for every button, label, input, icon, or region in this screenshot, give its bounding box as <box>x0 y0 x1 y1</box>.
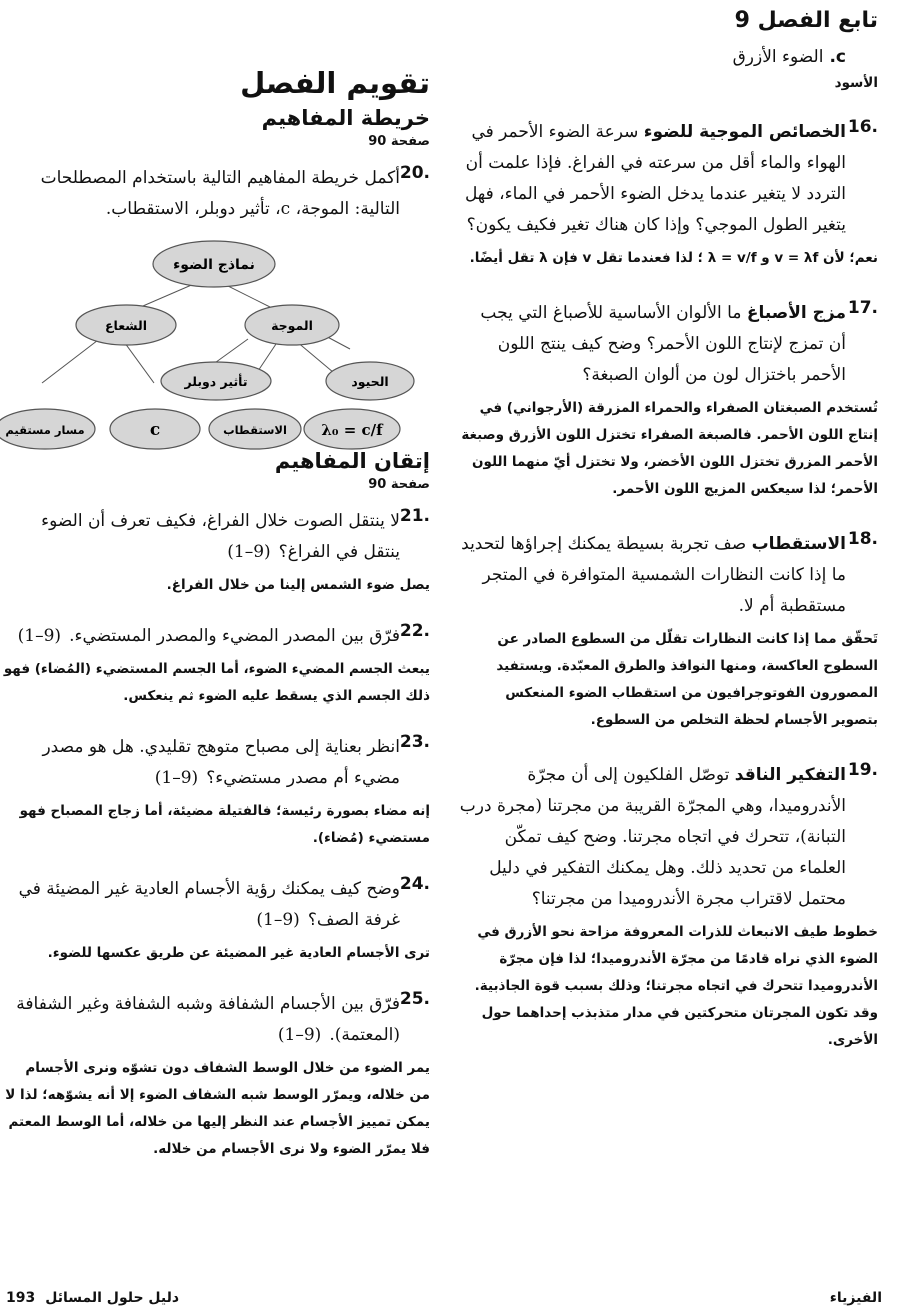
node-diffraction-label: الحيود <box>351 374 389 389</box>
question-text <box>458 298 846 391</box>
node-c-label: c <box>149 420 161 440</box>
question-number: 23. <box>399 732 430 752</box>
answer-24: ترى الأجسام العادية غير المضيئة عن طريق عكسها للضوء. <box>47 945 430 961</box>
question-text <box>2 621 400 652</box>
footer-guide-title: دليل حلول المسائل <box>45 1290 180 1306</box>
answer-18: تَحقّق مما إذا كانت النظارات تقلّل من السطوع الصادر عن السطوح العاكسة، ومنها النوافذ والطرق المعبّدة. ويستفيد المصورون الفوتوجرافيون من استقطاب الضوء المنعكس بتصوير الأجسام لحظة التخلص من السطوع. <box>496 631 878 728</box>
question-body: لا ينتقل الصوت خلال الفراغ، فكيف تعرف أن الضوء ينتقل في الفراغ؟ <box>41 511 400 562</box>
question-text <box>2 989 400 1051</box>
question-21 <box>2 506 430 568</box>
question-body: فرّق بين المصدر المضيء والمصدر المستضيء. <box>69 626 400 646</box>
footer-subject: الفيزياء <box>829 1290 882 1306</box>
question-text <box>2 874 400 936</box>
question-keyword: الخصائص الموجية للضوء <box>643 122 846 142</box>
question-22 <box>2 621 430 652</box>
question-body: سرعة الضوء الأحمر في الهواء والماء أقل من سرعته في الفراغ. فإذا علمت أن التردد لا يتغير عندما يدخل الضوء الأحمر في الماء، فهل يتغير الطول الموجي؟ وإذا كان هناك تغير فكيف يكون؟ <box>464 122 846 235</box>
chapter-review-title: تقويم الفصل <box>240 66 430 100</box>
node-wave-label: الموجة <box>271 318 313 333</box>
question-text <box>2 506 400 568</box>
question-23 <box>2 732 430 794</box>
answer-23: إنه مضاء بصورة رئيسة؛ فالفتيلة مضيئة، أما زجاج المصباح فهو مستضيء (مُضاء). <box>19 803 430 846</box>
mastery-page-reference: صفحة 90 <box>368 477 430 492</box>
question-18 <box>458 529 878 622</box>
question-number: 20. <box>399 163 430 183</box>
answer-22: يبعث الجسم المضيء الضوء، أما الجسم المستضيء (المُضاء) فهو ذلك الجسم الذي يسقط عليه الضوء ثم ينعكس. <box>3 661 430 704</box>
question-text <box>458 117 846 241</box>
question-number: 21. <box>399 506 430 526</box>
concept-map-diagram <box>2 229 430 440</box>
node-lambda-formula-label: λ₀ = c/f <box>321 421 383 439</box>
right-column <box>458 8 878 1080</box>
question-text <box>458 529 846 622</box>
question-number: 17. <box>847 298 878 318</box>
continued-choice <box>458 47 846 67</box>
question-text <box>458 760 846 915</box>
section-ref: (1–9) <box>17 626 62 646</box>
mastery-heading: إتقان المفاهيم <box>274 449 430 473</box>
continued-answer: الأسود <box>834 75 878 91</box>
footer-guide <box>6 1290 179 1306</box>
question-keyword: التفكير الناقد <box>734 765 846 785</box>
question-number: 22. <box>399 621 430 641</box>
answer-25: يمر الضوء من خلال الوسط الشفاف دون تشوّه ونرى الأجسام من خلاله، ويمرّر الوسط شبه الشفاف الضوء إلا أنه يشوّهه؛ لذا لا يمكن تمييز الأجسام عند النظر إليها من خلاله، أما الوسط المعتم فلا يمرّر الضوء ولا نرى الأجسام من خلاله. <box>5 1060 430 1157</box>
question-text: أكمل خريطة المفاهيم التالية باستخدام المصطلحات التالية: الموجة، c، تأثير دوبلر، الاستقطاب. <box>40 168 400 219</box>
question-number: 24. <box>399 874 430 894</box>
answer-16: نعم؛ لأن v = λf و λ = v/f ؛ لذا فعندما تقل v فإن λ تقل أيضًا. <box>469 250 878 266</box>
question-text <box>2 732 400 794</box>
question-19 <box>458 760 878 915</box>
answer-21: يصل ضوء الشمس إلينا من خلال الفراغ. <box>166 577 430 593</box>
node-ray-label: الشعاع <box>105 318 147 333</box>
question-number: 18. <box>847 529 878 549</box>
running-head: تابع الفصل 9 <box>734 8 878 33</box>
section-ref: (1–9) <box>154 768 199 788</box>
question-24 <box>2 874 430 936</box>
question-body: فرّق بين الأجسام الشفافة وشبه الشفافة وغير الشفافة (المعتمة). <box>16 994 400 1045</box>
node-polarization-label: الاستقطاب <box>223 423 287 437</box>
question-body: صف تجربة بسيطة يمكنك إجراؤها لتحديد ما إذا كانت النظارات الشمسية المتوافرة في المتجر مستقطبة أم لا. <box>461 534 846 616</box>
question-number: 16. <box>847 117 878 137</box>
question-keyword: الاستقطاب <box>751 534 846 554</box>
node-straight-path-label: مسار مستقيم <box>5 423 85 437</box>
choice-text: الضوء الأزرق <box>732 47 824 67</box>
question-keyword: مزج الأصباغ <box>746 303 846 323</box>
question-17 <box>458 298 878 391</box>
choice-letter: c. <box>829 47 846 67</box>
section-ref: (1–9) <box>256 910 300 930</box>
node-root-label: نماذج الضوء <box>173 257 255 273</box>
footer-page-number: 193 <box>6 1290 36 1306</box>
question-body: ما الألوان الأساسية للأصباغ التي يجب أن تمزج لإنتاج اللون الأحمر؟ وضح كيف ينتج اللون الأحمر باختزال لون من ألوان الصبغة؟ <box>480 303 846 385</box>
answer-17: تُستخدم الصبغتان الصفراء والحمراء المزرقة (الأرجواني) في إنتاج اللون الأحمر. فالصبغة الصفراء تختزل اللون الأزرق وصبغة الأحمر المزرق تختزل اللون الأخضر، ولا تختزل أيّ منهما اللون الأحمر؛ لذا سيعكس المزيج اللون الأحمر. <box>461 400 878 497</box>
section-ref: (1–9) <box>277 1025 322 1045</box>
question-number: 25. <box>399 989 430 1009</box>
question-body: توصّل الفلكيون إلى أن مجرّة الأندروميدا، وهي المجرّة القريبة من مجرتنا (مجرة درب التبانة)، تتحرك في اتجاه مجرتنا. وضح كيف تمكّن العلماء من تحديد ذلك. وهل يمكنك التفكير في دليل محتمل لاقتراب مجرة الأندروميدا من مجرتنا؟ <box>459 765 846 909</box>
question-25 <box>2 989 430 1051</box>
node-doppler-label: تأثير دوبلر <box>184 374 248 389</box>
question-number: 19. <box>847 760 878 780</box>
answer-19: خطوط طيف الانبعاث للذرات المعروفة مزاحة نحو الأزرق في الضوء الذي نراه قادمًا من مجرّة الأندروميدا؛ لذا فإن مجرّة الأندروميدا تتحرك في اتجاه مجرتنا؛ وذلك بسبب قوة الجاذبية. وقد تكون المجرتان متحركتين في مدار متذبذب إحداهما حول الأخرى. <box>474 924 878 1048</box>
concept-map-heading: خريطة المفاهيم <box>261 106 430 130</box>
question-body: انظر بعناية إلى مصباح متوهج تقليدي. هل هو مصدر مضيء أم مصدر مستضيء؟ <box>42 737 400 788</box>
question-16 <box>458 117 878 241</box>
section-ref: (1–9) <box>227 542 271 562</box>
left-column <box>2 64 430 1185</box>
page-reference: صفحة 90 <box>368 134 430 149</box>
question-body: وضح كيف يمكنك رؤية الأجسام العادية غير المضيئة في غرفة الصف؟ <box>18 879 400 930</box>
question-20 <box>2 163 430 225</box>
